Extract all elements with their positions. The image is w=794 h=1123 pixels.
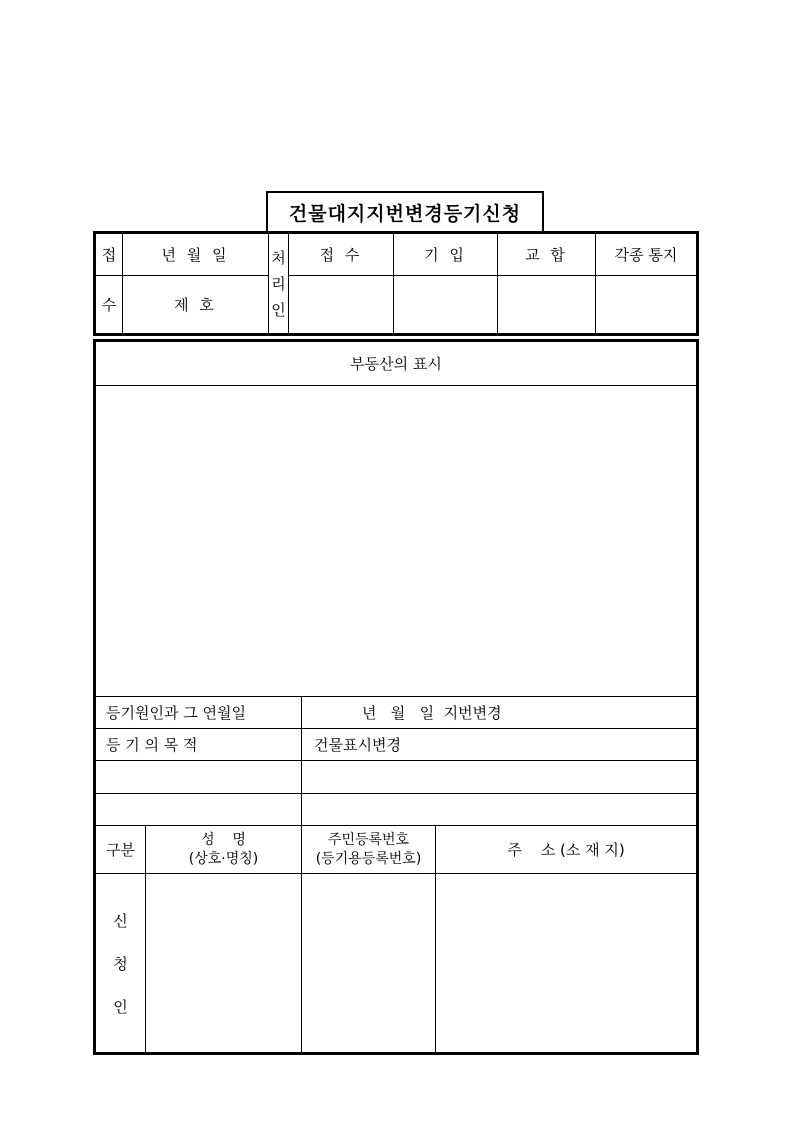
processor-label: 처 리 인 [269,234,289,334]
col-id-number: 주민등록번호 (등기용등록번호) [302,826,436,874]
applicant-label: 신 청 인 [96,874,146,1053]
blank-row-1-value[interactable] [302,761,697,794]
notice-cell[interactable] [596,276,697,334]
application-table [93,339,699,1055]
blank-row-2-label[interactable] [96,794,302,826]
purpose-label: 등 기 의 목 적 [96,729,302,761]
col-notice: 각종 통지 [596,234,697,276]
purpose-value[interactable]: 건물표시변경 [302,729,697,761]
col-address: 주 소 (소 재 지) [436,826,697,874]
receipt-cell[interactable] [289,276,394,334]
receipt-date-label: 년 월 일 [123,234,269,276]
check-cell[interactable] [498,276,596,334]
blank-row-1-label[interactable] [96,761,302,794]
applicant-address-cell[interactable] [436,874,697,1053]
blank-row-2-value[interactable] [302,794,697,826]
receipt-number-label: 제 호 [123,276,269,334]
receipt-table [93,231,699,336]
cause-label: 등기원인과 그 연월일 [96,697,302,729]
receipt-label-bottom: 수 [96,276,123,334]
property-content[interactable] [96,386,697,697]
col-receipt: 접 수 [289,234,394,276]
form-title: 건물대지지번변경등기신청 [266,191,544,231]
col-category: 구분 [96,826,146,874]
col-entry: 기 입 [394,234,498,276]
property-header: 부동산의 표시 [96,342,697,386]
col-name: 성 명 (상호·명칭) [146,826,302,874]
applicant-name-cell[interactable] [146,874,302,1053]
entry-cell[interactable] [394,276,498,334]
applicant-id-cell[interactable] [302,874,436,1053]
receipt-label-top: 접 [96,234,123,276]
cause-value[interactable]: 년 월 일 지번변경 [302,697,697,729]
col-check: 교 합 [498,234,596,276]
